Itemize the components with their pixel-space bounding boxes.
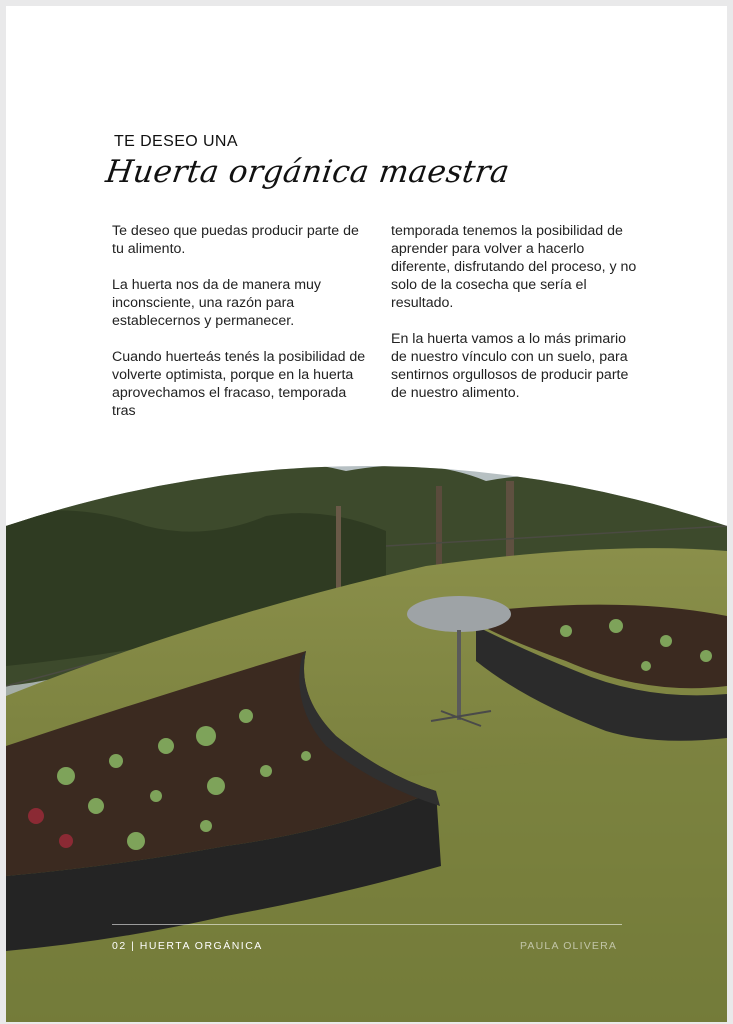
script-title: Huerta orgánica maestra (103, 154, 512, 190)
text-column-right (391, 222, 641, 420)
garden-photo (6, 446, 727, 1022)
paragraph: Cuando huerteás tenés la posibilidad de volverte optimista, porque en la huerta aprovechamos el fracaso, temporada tras (112, 349, 366, 419)
paragraph: Te deseo que puedas producir parte de tu alimento. (112, 223, 359, 257)
footer-divider (112, 924, 622, 925)
paragraph: En la huerta vamos a lo más primario de nuestro vínculo con un suelo, para sentirnos orgullosos de producir parte de nuestro alimento. (391, 331, 629, 401)
paragraph: La huerta nos da de manera muy inconsciente, una razón para establecernos y permanecer. (112, 277, 322, 329)
paragraph: temporada tenemos la posibilidad de aprender para volver a hacerlo diferente, disfrutando del proceso, y no solo de la cosecha que sería el resultado. (391, 223, 637, 311)
kicker-heading: TE DESEO UNA (114, 133, 238, 150)
footer-page-label: 02 | HUERTA ORGÁNICA (112, 940, 263, 952)
footer-author: PAULA OLIVERA (520, 940, 618, 952)
page (6, 6, 727, 1022)
text-column-left (112, 222, 367, 438)
